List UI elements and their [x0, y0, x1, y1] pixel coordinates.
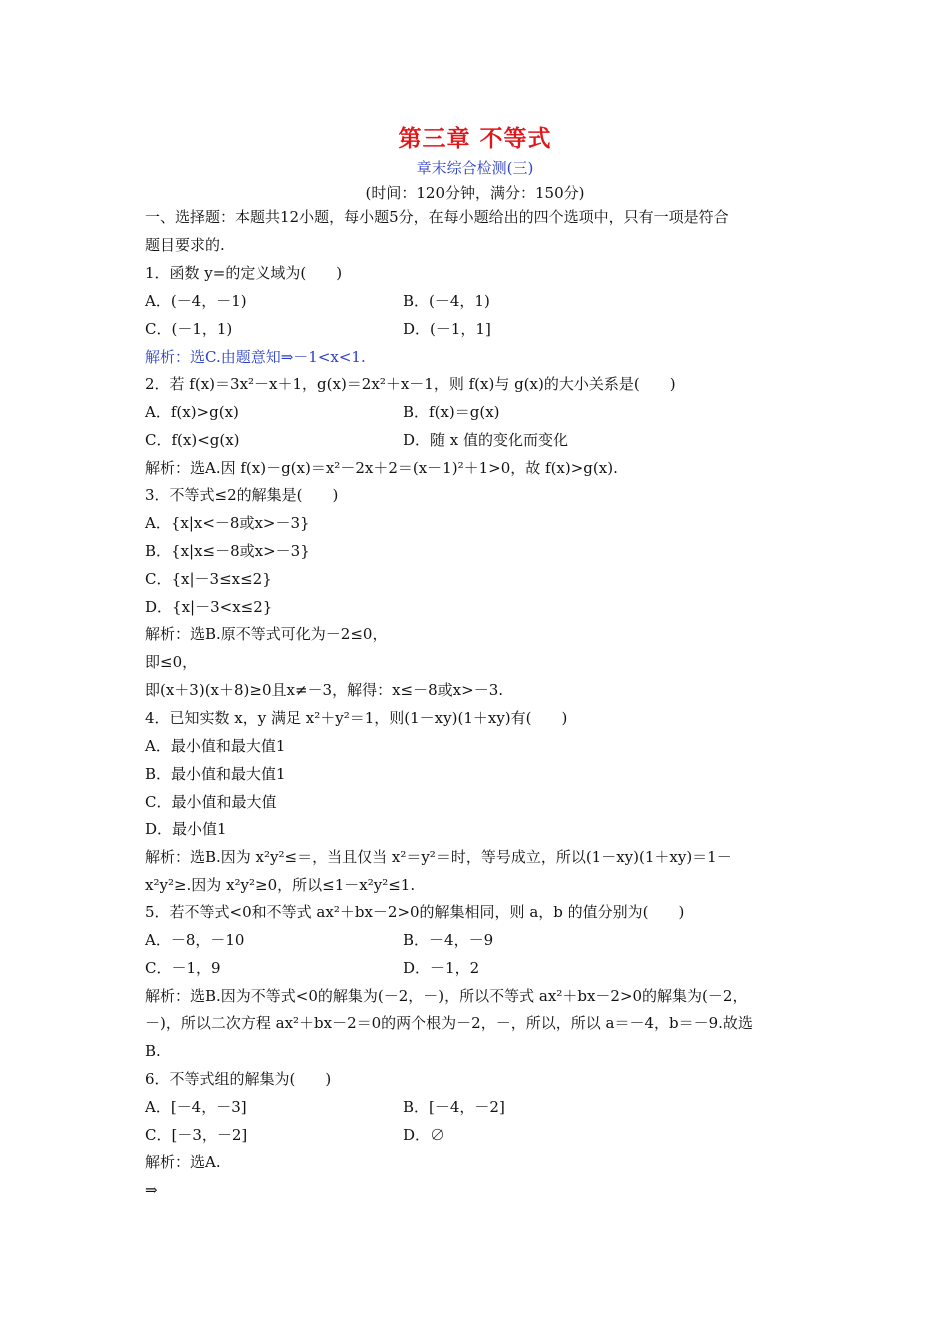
- question-1-option-b: B．(－4，1): [403, 292, 490, 310]
- question-3-option-b: B．{x|x≤－8或x>－3}: [145, 542, 310, 560]
- question-4-option-c: C．最小值和最大值: [145, 793, 277, 811]
- question-4-stem: 4．已知实数 x，y 满足 x²＋y²＝1，则(1－xy)(1＋xy)有( ): [145, 709, 568, 727]
- question-1-analysis: 解析：选C.由题意知⇒－1<x<1.: [145, 348, 366, 366]
- question-2-option-c: C．f(x)<g(x): [145, 431, 240, 449]
- question-3-option-d: D．{x|－3<x≤2}: [145, 598, 273, 616]
- question-5-analysis-1: 解析：选B.因为不等式<0的解集为(－2，－)，所以不等式 ax²＋bx－2>0的解集为(－2，: [145, 987, 748, 1005]
- section-intro-line-1: 一、选择题：本题共12小题，每小题5分，在每小题给出的四个选项中，只有一项是符合: [145, 208, 729, 226]
- question-5-analysis-3: B.: [145, 1042, 161, 1060]
- question-4-analysis-2: x²y²≥.因为 x²y²≥0，所以≤1－x²y²≤1.: [145, 876, 416, 894]
- question-1-option-d: D．(－1，1]: [403, 320, 491, 338]
- question-3-option-a: A．{x|x<－8或x>－3}: [145, 514, 310, 532]
- question-5-option-d: D．－1，2: [403, 959, 480, 977]
- question-2-option-d: D．随 x 值的变化而变化: [403, 431, 569, 449]
- question-1-option-a: A．(－4，－1): [145, 292, 247, 310]
- page-subtitle: 章末综合检测(三): [416, 159, 534, 177]
- question-2-stem: 2．若 f(x)＝3x²－x＋1，g(x)＝2x²＋x－1，则 f(x)与 g(x)的大小关系是( ): [145, 375, 676, 393]
- question-2-option-a: A．f(x)>g(x): [145, 403, 239, 421]
- question-5-analysis-2: －)，所以二次方程 ax²＋bx－2＝0的两个根为－2，－，所以，所以 a＝－4，b＝－9.故选: [145, 1014, 753, 1032]
- question-3-analysis-2: 即≤0，: [145, 653, 198, 671]
- section-intro-line-2: 题目要求的.: [145, 236, 225, 254]
- question-2-analysis: 解析：选A.因 f(x)－g(x)＝x²－2x＋2＝(x－1)²＋1>0，故 f(x)>g(x).: [145, 459, 618, 477]
- question-2-option-b: B．f(x)＝g(x): [403, 403, 500, 421]
- question-3-stem: 3．不等式≤2的解集是( ): [145, 486, 339, 504]
- question-5-stem: 5．若不等式<0和不等式 ax²＋bx－2>0的解集相同，则 a，b 的值分别为( ): [145, 903, 685, 921]
- question-4-option-b: B．最小值和最大值1: [145, 765, 286, 783]
- question-6-option-a: A．[－4，－3]: [145, 1098, 247, 1116]
- page-title: 第三章 不等式: [398, 126, 552, 152]
- question-1-stem: 1．函数 y=的定义域为( ): [145, 264, 343, 282]
- question-4-option-a: A．最小值和最大值1: [145, 737, 286, 755]
- question-6-option-c: C．[－3，－2]: [145, 1126, 248, 1144]
- question-6-option-d: D．∅: [403, 1126, 446, 1144]
- question-6-analysis-2: ⇒: [145, 1181, 158, 1199]
- question-3-analysis-1: 解析：选B.原不等式可化为－2≤0，: [145, 625, 388, 643]
- question-5-option-c: C．－1，9: [145, 959, 221, 977]
- question-6-option-b: B．[－4，－2]: [403, 1098, 505, 1116]
- question-5-option-b: B．－4，－9: [403, 931, 494, 949]
- question-1-option-c: C．(－1，1): [145, 320, 233, 338]
- question-5-option-a: A．－8，－10: [145, 931, 245, 949]
- question-3-option-c: C．{x|－3≤x≤2}: [145, 570, 272, 588]
- question-4-analysis-1: 解析：选B.因为 x²y²≤＝，当且仅当 x²＝y²＝时，等号成立，所以(1－xy)(1＋xy)＝1－: [145, 848, 732, 866]
- time-score-info: (时间：120分钟，满分：150分): [365, 184, 585, 202]
- question-6-stem: 6．不等式组的解集为( ): [145, 1070, 332, 1088]
- question-3-analysis-3: 即(x＋3)(x＋8)≥0且x≠－3，解得：x≤－8或x>－3.: [145, 681, 504, 699]
- question-4-option-d: D．最小值1: [145, 820, 227, 838]
- question-6-analysis-1: 解析：选A.: [145, 1153, 221, 1171]
